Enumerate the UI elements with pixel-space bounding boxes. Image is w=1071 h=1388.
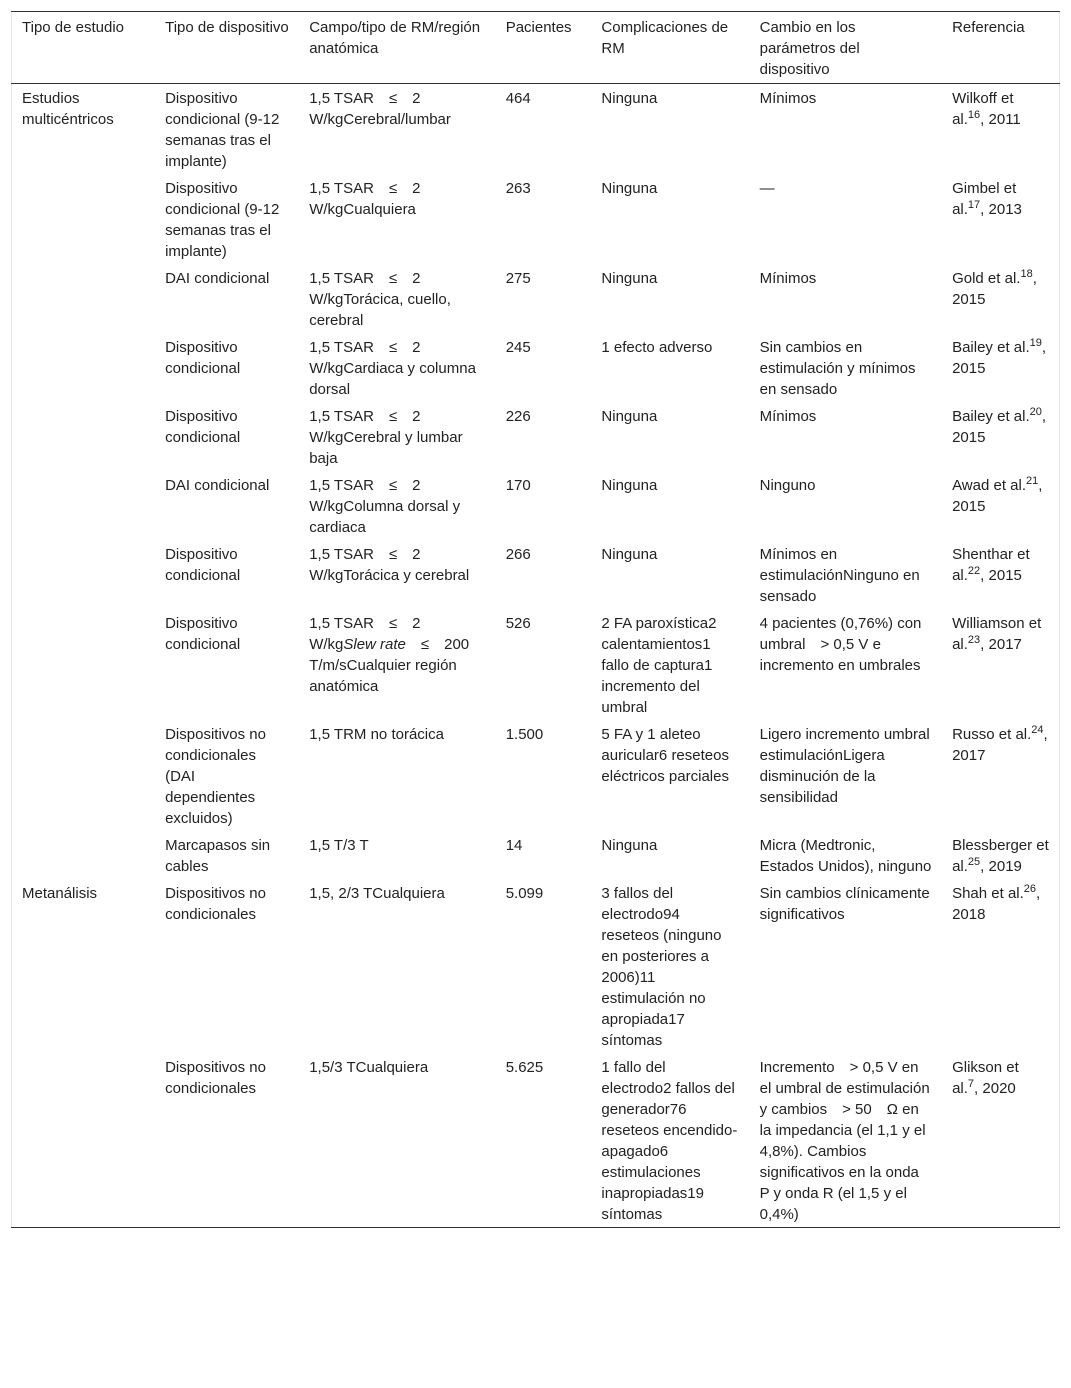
parameter-change-cell: 4 pacientes (0,76%) con umbral > 0,5 V e incremento en umbrales <box>759 615 922 674</box>
device-type-cell: DAI condicional <box>165 477 270 494</box>
patients-cell: 526 <box>505 615 531 632</box>
complications-cell: 1 fallo del electrodo2 fallos del generador76 reseteos encendido-apagado6 estimulaciones inapropiadas19 síntomas <box>601 1059 738 1223</box>
patients-cell: 5.625 <box>505 1059 544 1076</box>
device-type-cell: Dispositivo condicional <box>165 339 241 377</box>
mri-field-cell: 1,5 TSAR ≤ 2 W/kgCerebral y lumbar baja <box>309 408 463 467</box>
patients-cell: 464 <box>505 90 531 107</box>
header-cell: Tipo de estudio <box>22 19 125 36</box>
reference-cell: Williamson et al.$^{23}$, 2017 <box>952 615 1042 653</box>
reference-number: 20 <box>1029 406 1042 418</box>
complications-cell: Ninguna <box>601 546 658 563</box>
reference-cell: Blessberger et al.$^{25}$, 2019 <box>952 837 1049 875</box>
reference-number: 23 <box>967 634 981 646</box>
reference-cell: Wilkoff et al.$^{16}$, 2011 <box>952 90 1021 128</box>
table-row <box>12 540 1060 609</box>
header-cell: Campo/tipo de RM/región anatómica <box>309 19 481 57</box>
table-row <box>12 402 1060 471</box>
table-row <box>12 471 1060 540</box>
study-type-cell <box>12 540 156 609</box>
reference-number: 25 <box>967 856 981 868</box>
reference-number: 16 <box>967 109 981 121</box>
complications-cell: Ninguna <box>601 477 658 494</box>
table-row <box>12 720 1060 831</box>
mri-field-cell: 1,5 TSAR ≤ 2 W/kgTorácica y cerebral <box>309 546 470 584</box>
mri-field-cell: 1,5 TRM no torácica <box>309 726 444 743</box>
mri-device-studies-table <box>11 11 1060 1228</box>
table-row <box>12 879 1060 1053</box>
parameter-change-cell: Incremento > 0,5 V en el umbral de estimulación y cambios > 50 Ω en la impedancia (el 1,1 y el 4,8%). Cambios significativos en la onda P y onda R (el 1,5 y el 0,4%) <box>759 1059 930 1223</box>
device-type-cell: Marcapasos sin cables <box>165 837 271 875</box>
study-type-cell <box>12 609 156 720</box>
patients-cell: 266 <box>505 546 531 563</box>
patients-cell: 245 <box>505 339 531 356</box>
reference-cell: Shenthar et al.$^{22}$, 2015 <box>952 546 1030 584</box>
mri-field-cell: 1,5, 2/3 TCualquiera <box>309 885 445 902</box>
parameter-change-cell: Mínimos en estimulaciónNinguno en sensado <box>759 546 920 605</box>
parameter-change-cell: Mínimos <box>759 270 817 287</box>
mri-field-cell: 1,5 TSAR ≤ 2 W/kgCardiaca y columna dorsal <box>309 339 476 398</box>
parameter-change-cell: — <box>759 180 775 197</box>
reference-cell: Awad et al.$^{21}$, 2015 <box>952 475 1043 515</box>
parameter-change-cell: Mínimos <box>759 408 817 425</box>
complications-cell: Ninguna <box>601 408 658 425</box>
reference-number: 7 <box>967 1078 975 1090</box>
mri-field-cell: 1,5/3 TCualquiera <box>309 1059 429 1076</box>
patients-cell: 1.500 <box>505 726 544 743</box>
study-type-cell <box>12 174 156 264</box>
header-cell: Cambio en los parámetros del dispositivo <box>759 19 860 78</box>
device-type-cell: Dispositivos no condicionales (DAI dependientes excluidos) <box>165 726 266 827</box>
study-type-cell <box>12 720 156 831</box>
mri-field-cell: 1,5 TSAR ≤ 2 W/kgColumna dorsal y cardiaca <box>309 477 461 536</box>
complications-cell: Ninguna <box>601 270 658 287</box>
reference-number: 26 <box>1023 883 1037 895</box>
complications-cell: 3 fallos del electrodo94 reseteos (ninguno en posteriores a 2006)11 estimulación no apropiada17 síntomas <box>601 885 722 1049</box>
slew-rate-term: Slew rate <box>343 636 406 653</box>
study-type-cell <box>12 471 156 540</box>
complications-cell: Ninguna <box>601 90 658 107</box>
mri-field-cell: 1,5 TSAR ≤ 2 W/kgCerebral/lumbar <box>309 90 451 128</box>
mri-field-cell: 1,5 T/3 T <box>309 837 369 854</box>
parameter-change-cell: Sin cambios clínicamente significativos <box>759 885 930 923</box>
study-type-cell <box>12 264 156 333</box>
reference-cell: Russo et al.$^{24}$, 2017 <box>952 724 1048 764</box>
header-cell: Referencia <box>952 19 1025 36</box>
device-type-cell: Dispositivos no condicionales <box>165 885 266 923</box>
mri-field-cell: 1,5 TSAR ≤ 2 W/kgSlew rate ≤ 200 T/m/sCualquier región anatómica <box>309 615 470 695</box>
parameter-change-cell: Sin cambios en estimulación y mínimos en sensado <box>759 339 916 398</box>
complications-cell: Ninguna <box>601 837 658 854</box>
reference-number: 21 <box>1026 475 1039 487</box>
device-type-cell: Dispositivo condicional (9-12 semanas tras el implante) <box>165 90 280 170</box>
reference-cell: Bailey et al.$^{19}$, 2015 <box>952 337 1047 377</box>
patients-cell: 263 <box>505 180 531 197</box>
study-type-cell <box>12 402 156 471</box>
reference-cell: Gimbel et al.$^{17}$, 2013 <box>952 180 1022 218</box>
device-type-cell: DAI condicional <box>165 270 270 287</box>
complications-cell: 5 FA y 1 aleteo auricular6 reseteos eléctricos parciales <box>601 726 729 785</box>
patients-cell: 14 <box>505 837 523 854</box>
table-row <box>12 609 1060 720</box>
parameter-change-cell: Ligero incremento umbral estimulaciónLigera disminución de la sensibilidad <box>759 726 930 806</box>
reference-cell: Bailey et al.$^{20}$, 2015 <box>952 406 1047 446</box>
complications-cell: 2 FA paroxística2 calentamientos1 fallo de captura1 incremento del umbral <box>601 615 717 716</box>
mri-field-cell: 1,5 TSAR ≤ 2 W/kgCualquiera <box>309 180 421 218</box>
reference-cell: Shah et al.$^{26}$, 2018 <box>952 883 1041 923</box>
complications-cell: Ninguna <box>601 180 658 197</box>
study-type-cell <box>12 1053 156 1228</box>
patients-cell: 226 <box>505 408 531 425</box>
header-cell: Pacientes <box>505 19 572 36</box>
patients-cell: 5.099 <box>505 885 544 902</box>
table-row <box>12 84 1060 175</box>
table-row <box>12 174 1060 264</box>
parameter-change-cell: Mínimos <box>759 90 817 107</box>
table-row <box>12 831 1060 879</box>
device-type-cell: Dispositivo condicional <box>165 615 241 653</box>
reference-number: 24 <box>1031 724 1044 736</box>
device-type-cell: Dispositivos no condicionales <box>165 1059 266 1097</box>
device-type-cell: Dispositivo condicional (9-12 semanas tras el implante) <box>165 180 280 260</box>
header-cell: Complicaciones de RM <box>601 19 729 57</box>
reference-cell: Glikson et al.$^7$, 2020 <box>952 1059 1019 1097</box>
header-cell: Tipo de dispositivo <box>165 19 289 36</box>
reference-cell: Gold et al.$^{18}$, 2015 <box>952 268 1037 308</box>
parameter-change-cell: Micra (Medtronic, Estados Unidos), ninguno <box>759 837 932 875</box>
reference-number: 17 <box>967 199 981 211</box>
table-row <box>12 333 1060 402</box>
study-type-cell <box>12 333 156 402</box>
study-type-cell: Metanálisis <box>22 885 98 902</box>
reference-number: 18 <box>1020 268 1033 280</box>
patients-cell: 170 <box>505 477 531 494</box>
patients-cell: 275 <box>505 270 531 287</box>
reference-number: 22 <box>967 565 981 577</box>
device-type-cell: Dispositivo condicional <box>165 546 241 584</box>
parameter-change-cell: Ninguno <box>759 477 816 494</box>
table-row <box>12 264 1060 333</box>
device-type-cell: Dispositivo condicional <box>165 408 241 446</box>
study-type-cell: Estudios multicéntricos <box>22 90 114 128</box>
table-header-row <box>12 12 1060 84</box>
complications-cell: 1 efecto adverso <box>601 339 713 356</box>
mri-field-cell: 1,5 TSAR ≤ 2 W/kgTorácica, cuello, cerebral <box>309 270 451 329</box>
reference-number: 19 <box>1029 337 1042 349</box>
table-row <box>12 1053 1060 1228</box>
study-type-cell <box>12 831 156 879</box>
